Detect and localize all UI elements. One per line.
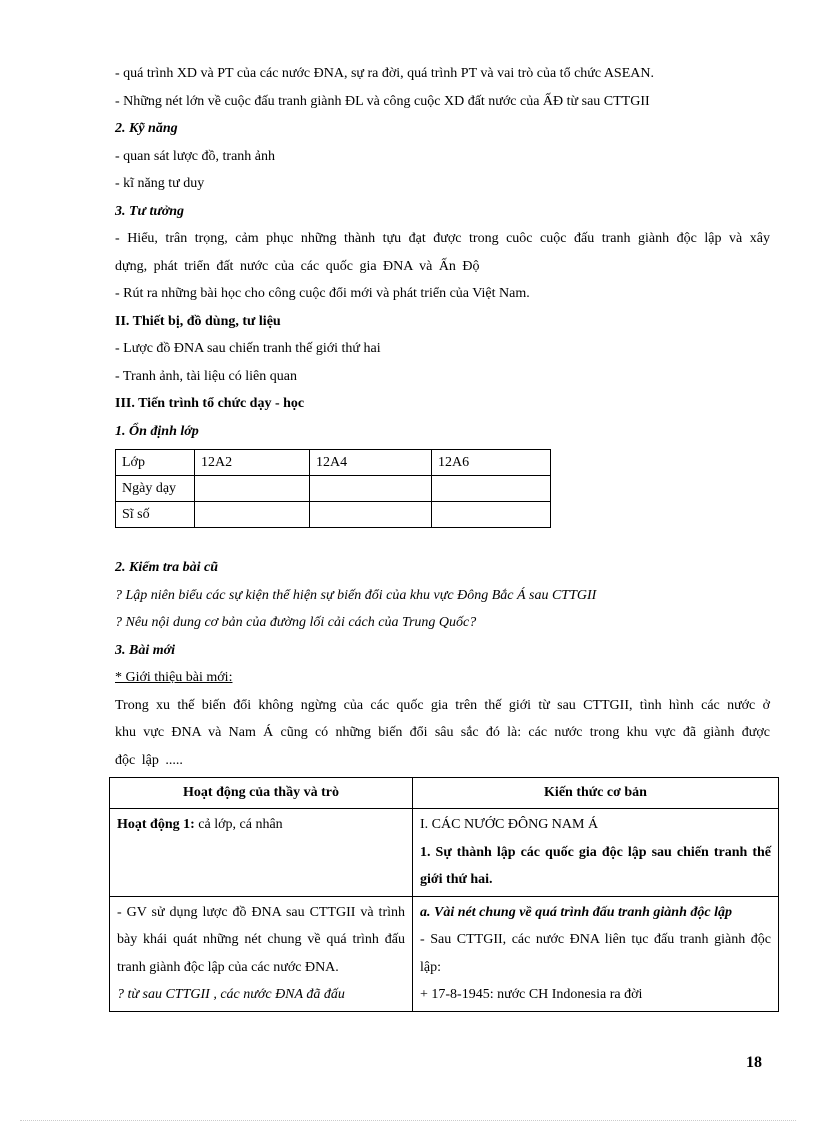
- table-row: [110, 809, 779, 897]
- thought-heading: 3. Tư tưởng: [115, 203, 185, 219]
- class-header-cell: 12A4: [310, 450, 432, 476]
- new-lesson-heading: 3. Bài mới: [115, 642, 176, 658]
- activity-text: - GV sử dụng lược đồ ĐNA sau CTTGII và trình bày khái quát những nét chung về quá trình đấu tranh giành độc lập của các nước ĐNA.: [117, 904, 405, 975]
- table-cell: [195, 476, 310, 502]
- skills-item: - quan sát lược đồ, tranh ảnh: [115, 148, 276, 164]
- table-cell: [310, 476, 432, 502]
- row-label-cell: Sĩ số: [116, 502, 195, 528]
- table-row: [116, 476, 551, 502]
- knowledge-cell: [413, 809, 779, 897]
- knowledge-heading: a. Vài nét chung về quá trình đấu tranh giành độc lập: [420, 904, 732, 920]
- table-row: [110, 896, 779, 1011]
- class-org-heading: 1. Ổn định lớp: [115, 423, 199, 439]
- review-heading: 2. Kiểm tra bài cũ: [115, 560, 219, 575]
- knowledge-cell: [413, 896, 779, 1011]
- process-heading: III. Tiến trình tổ chức dạy - học: [115, 396, 305, 411]
- intro-line-2: - Những nét lớn về cuộc đấu tranh giành ĐL và công cuộc XD đất nước của ẤĐ từ sau CTTGII: [115, 93, 650, 109]
- activity-cell: [110, 809, 413, 897]
- table-cell: [195, 502, 310, 528]
- knowledge-text: - Sau CTTGII, các nước ĐNA liên tục đấu tranh giành độc lập:: [420, 932, 771, 975]
- page-divider: [20, 1120, 796, 1121]
- activity-cell: [110, 896, 413, 1011]
- intro-line-1: - quá trình XD và PT của các nước ĐNA, sự ra đời, quá trình PT và vai trò của tổ chức ASEAN.: [115, 66, 654, 81]
- activity-question: ? từ sau CTTGII , các nước ĐNA đã đấu: [117, 987, 345, 1002]
- skills-item: - kĩ năng tư duy: [115, 176, 205, 191]
- new-lesson-intro-text: Trong xu thế biến đổi không ngừng của các quốc gia trên thế giới từ sau CTTGII, tình hình các nước ở khu vực ĐNA và Nam Á cũng có những biến đổi sâu sắc đó là: các nước trong khu vực đã giành được độc lập .....: [115, 697, 770, 768]
- class-table: [115, 449, 551, 528]
- table-row: [116, 502, 551, 528]
- equipment-heading: II. Thiết bị, đồ dùng, tư liệu: [115, 313, 281, 329]
- class-header-cell: Lớp: [116, 450, 195, 476]
- skills-heading: 2. Kỹ năng: [115, 121, 178, 136]
- new-lesson-intro-label: [115, 664, 770, 692]
- page-number: 18: [746, 1054, 762, 1071]
- thought-paragraph-1: - Hiểu, trân trọng, cảm phục những thành tựu đạt được trong cuôc cuộc đấu tranh giành độc lập và xây dựng, phát triển đất nước của các quốc gia ĐNA và Ấn Độ: [115, 231, 770, 274]
- knowledge-event: + 17-8-1945: nước CH Indonesia ra đời: [420, 987, 643, 1002]
- column-header-activities: Hoạt động của thầy và trò: [110, 778, 413, 809]
- review-question-2: ? Nêu nội dung cơ bản của đường lối cải cách của Trung Quốc?: [115, 615, 477, 630]
- review-question-1: ? Lập niên biểu các sự kiện thể hiện sự biến đổi của khu vực Đông Bắc Á sau CTTGII: [115, 587, 597, 603]
- activity-mode: cả lớp, cá nhân: [194, 817, 283, 832]
- spacer: [115, 528, 770, 554]
- equipment-item: - Lược đồ ĐNA sau chiến tranh thế giới thứ hai: [115, 341, 381, 356]
- class-header-cell: 12A6: [432, 450, 551, 476]
- column-header-knowledge: Kiến thức cơ bản: [413, 778, 779, 809]
- thought-paragraph-2: - Rút ra những bài học cho công cuộc đổi mới và phát triển của Việt Nam.: [115, 286, 530, 301]
- class-header-cell: 12A2: [195, 450, 310, 476]
- equipment-item: - Tranh ảnh, tài liệu có liên quan: [115, 368, 297, 384]
- intro-label-text: * Giới thiệu bài mới:: [115, 670, 233, 685]
- table-cell: [310, 502, 432, 528]
- activity-table: [109, 777, 779, 1012]
- activity-label: Hoạt động 1:: [117, 817, 195, 832]
- section-title: I. CÁC NƯỚC ĐÔNG NAM Á: [420, 817, 599, 832]
- table-cell: [432, 502, 551, 528]
- table-row: [116, 450, 551, 476]
- row-label-cell: Ngày dạy: [116, 476, 195, 502]
- table-header-row: [110, 778, 779, 809]
- table-cell: [432, 476, 551, 502]
- page-content: [115, 60, 770, 774]
- subsection-title: 1. Sự thành lập các quốc gia độc lập sau chiến tranh thế giới thứ hai.: [420, 844, 771, 887]
